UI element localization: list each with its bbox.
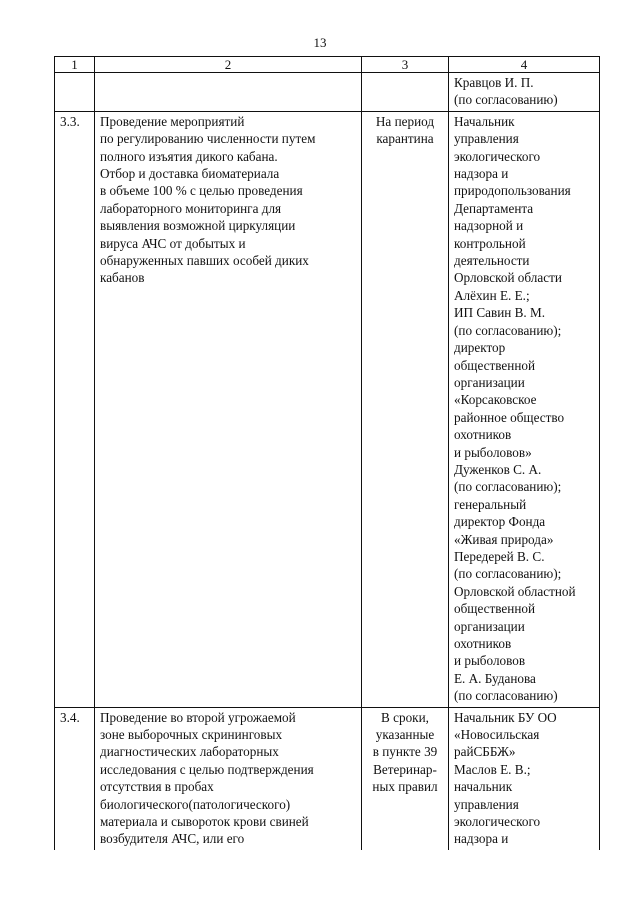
responsible-line: начальник [454, 779, 513, 795]
responsible-line: Орловской области [454, 270, 562, 286]
responsible-line: деятельности [454, 253, 530, 269]
header-col-2: 2 [95, 57, 362, 73]
responsible-line: (по согласованию); [454, 479, 562, 495]
responsible-line: и рыболовов [454, 653, 526, 669]
responsible-line: «Корсаковское [454, 392, 537, 408]
row-number: 3.4. [55, 707, 95, 850]
measure-line: полного изъятия дикого кабана. [100, 148, 278, 164]
responsible-line: общественной [454, 601, 536, 617]
responsible-line: районное общество [454, 409, 565, 425]
term-line: в пункте 39 [372, 744, 438, 760]
responsible-cell [449, 73, 600, 112]
responsible-line: экологического [454, 148, 541, 164]
responsible-line: экологического [454, 814, 541, 830]
row-number [55, 73, 95, 112]
term-line: В сроки, [381, 709, 429, 725]
responsible-line: ИП Савин В. М. [454, 305, 546, 321]
table-row [55, 111, 600, 707]
responsible-line: Начальник [454, 113, 515, 129]
measure-line: по регулированию численности путем [100, 131, 316, 147]
responsible-line: надзорной и [454, 218, 524, 234]
header-col-1: 1 [55, 57, 95, 73]
responsible-line: Алёхин Е. Е.; [454, 287, 530, 303]
measure-cell [95, 111, 362, 707]
table-header-row [55, 57, 600, 73]
responsible-line: (по согласованию); [454, 322, 562, 338]
measure-line: Проведение мероприятий [100, 113, 245, 129]
page-number: 13 [313, 35, 327, 50]
measure-line: возбудителя АЧС, или его [100, 831, 245, 847]
responsible-line: Дуженков С. А. [454, 461, 542, 477]
measures-table [54, 56, 600, 850]
responsible-line: организации [454, 618, 525, 634]
responsible-line: надзора и [454, 166, 509, 182]
responsible-line: и рыболовов» [454, 444, 532, 460]
responsible-line: Кравцов И. П. [454, 75, 534, 90]
responsible-line: райСББЖ» [454, 744, 516, 760]
term-line: указанные [375, 727, 435, 743]
responsible-line: Е. А. Буданова [454, 670, 536, 686]
responsible-line: природопользования [454, 183, 571, 199]
term-line: На период [375, 113, 435, 129]
responsible-line: охотников [454, 636, 512, 651]
responsible-line: Передерей В. С. [454, 548, 545, 564]
measure-line: Отбор и доставка биоматериала [100, 166, 280, 182]
measure-line: отсутствия в пробах [100, 779, 214, 795]
term-cell [362, 707, 449, 850]
responsible-line: (по согласованию) [454, 92, 558, 108]
responsible-line: генеральный [454, 496, 527, 512]
term-cell [362, 73, 449, 112]
measure-line: лабораторного мониторинга для [100, 200, 282, 216]
measure-line: обнаруженных павших особей диких [100, 253, 309, 269]
responsible-cell [449, 111, 600, 707]
responsible-line: управления [454, 796, 519, 812]
measure-cell [95, 707, 362, 850]
measure-line: диагностических лабораторных [100, 744, 279, 760]
term-cell [362, 111, 449, 707]
header-col-4: 4 [449, 57, 600, 73]
responsible-line: Маслов Е. В.; [454, 761, 531, 777]
responsible-line: общественной [454, 357, 536, 373]
responsible-line: управления [454, 131, 519, 147]
measure-line: кабанов [100, 270, 145, 286]
responsible-line: Департамента [454, 200, 534, 216]
responsible-line: «Новосильская [454, 727, 540, 743]
measure-line: биологического(патологического) [100, 796, 291, 812]
header-col-3: 3 [362, 57, 449, 73]
responsible-cell [449, 707, 600, 850]
measure-line: вируса АЧС от добытых и [100, 235, 246, 251]
table-row [55, 73, 600, 112]
measure-line: исследования с целью подтверждения [100, 761, 314, 777]
responsible-line: директор Фонда [454, 514, 546, 530]
row-number: 3.3. [55, 111, 95, 707]
responsible-line: контрольной [454, 235, 526, 251]
responsible-line: «Живая природа» [454, 531, 554, 547]
term-line: ных правил [372, 779, 438, 795]
responsible-line: организации [454, 374, 525, 390]
measure-line: зоне выборочных скрининговых [100, 727, 283, 743]
measure-line: выявления возможной циркуляции [100, 218, 296, 234]
measure-line: материала и сывороток крови свиней [100, 814, 309, 830]
responsible-line: директор [454, 340, 506, 356]
responsible-line: охотников [454, 427, 512, 443]
measure-line: Проведение во второй угрожаемой [100, 709, 296, 725]
responsible-line: (по согласованию) [454, 688, 558, 704]
measure-cell [95, 73, 362, 112]
responsible-line: Орловской областной [454, 583, 576, 599]
measure-line: в объеме 100 % с целью проведения [100, 183, 303, 199]
responsible-line: надзора и [454, 831, 509, 847]
responsible-line: Начальник БУ ОО [454, 709, 557, 725]
term-line: Ветеринар- [373, 761, 437, 777]
responsible-line: (по согласованию); [454, 566, 562, 582]
term-line: карантина [376, 131, 434, 147]
table-row [55, 707, 600, 850]
